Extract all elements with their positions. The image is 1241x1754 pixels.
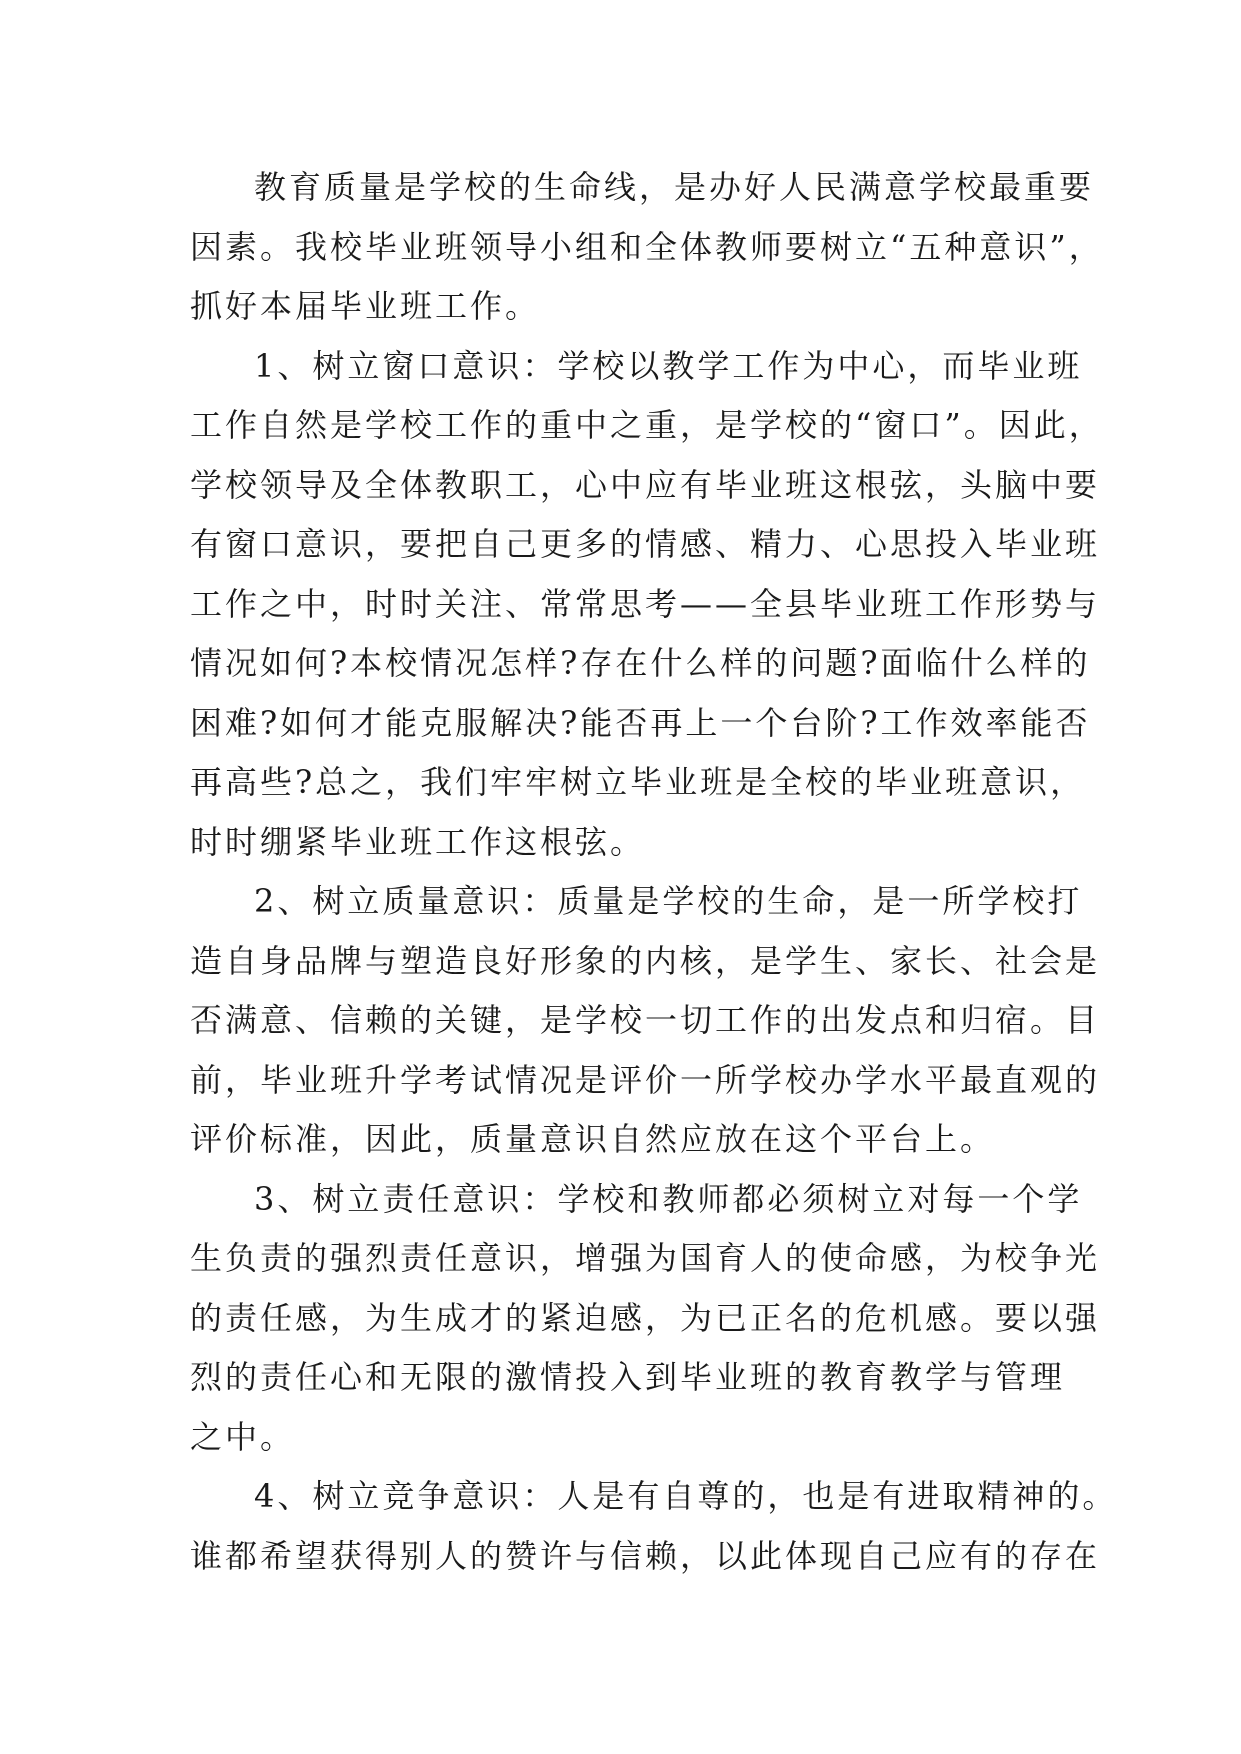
text-line: 的责任感，为生成才的紧迫感，为已正名的危机感。要以强 — [190, 1298, 1101, 1337]
text-line: 4、树立竞争意识：人是有自尊的，也是有进取精神的。 — [254, 1477, 1118, 1515]
paragraph-window-awareness — [190, 337, 1104, 873]
text-line: 学校领导及全体教职工，心中应有毕业班这根弦，头脑中要 — [190, 465, 1101, 504]
paragraph-competition-awareness — [190, 1467, 1118, 1586]
text-line: 再高些?总之，我们牢牢树立毕业班是全校的毕业班意识， — [190, 763, 1086, 801]
text-line: 否满意、信赖的关键，是学校一切工作的出发点和归宿。目 — [190, 1001, 1101, 1039]
text-line: 评价标准，因此，质量意识自然应放在这个平台上。 — [190, 1120, 996, 1158]
text-line: 情况如何?本校情况怎样?存在什么样的问题?面临什么样的 — [190, 644, 1091, 682]
text-line: 工作之中，时时关注、常常思考——全县毕业班工作形势与 — [190, 584, 1101, 623]
paragraph-intro — [190, 158, 1104, 337]
text-line: 谁都希望获得别人的赞许与信赖，以此体现自己应有的存在 — [190, 1536, 1101, 1575]
text-line: 1、树立窗口意识：学校以教学工作为中心，而毕业班 — [254, 346, 1083, 385]
text-line: 抓好本届毕业班工作。 — [190, 287, 541, 325]
paragraph-quality-awareness — [190, 872, 1101, 1170]
text-line: 2、树立质量意识：质量是学校的生命，是一所学校打 — [254, 882, 1083, 920]
text-line: 造自身品牌与塑造良好形象的内核，是学生、家长、社会是 — [190, 941, 1101, 980]
document-page — [190, 158, 1118, 1586]
text-line: 工作自然是学校工作的重中之重，是学校的“窗口”。因此， — [190, 406, 1104, 444]
text-line: 烈的责任心和无限的激情投入到毕业班的教育教学与管理 — [190, 1358, 1066, 1396]
text-line: 前，毕业班升学考试情况是评价一所学校办学水平最直观的 — [190, 1060, 1101, 1099]
text-line: 3、树立责任意识：学校和教师都必须树立对每一个学 — [254, 1179, 1083, 1218]
paragraph-responsibility-awareness — [190, 1170, 1101, 1468]
text-line: 生负责的强烈责任意识，增强为国育人的使命感，为校争光 — [190, 1239, 1101, 1277]
text-line: 困难?如何才能克服解决?能否再上一个台阶?工作效率能否 — [190, 703, 1091, 742]
text-line: 教育质量是学校的生命线，是办好人民满意学校最重要 — [254, 168, 1095, 206]
text-line: 之中。 — [190, 1417, 296, 1456]
text-line: 有窗口意识，要把自己更多的情感、精力、心思投入毕业班 — [190, 525, 1101, 563]
text-line: 时时绷紧毕业班工作这根弦。 — [190, 822, 646, 861]
text-line: 因素。我校毕业班领导小组和全体教师要树立“五种意识”， — [190, 227, 1104, 266]
